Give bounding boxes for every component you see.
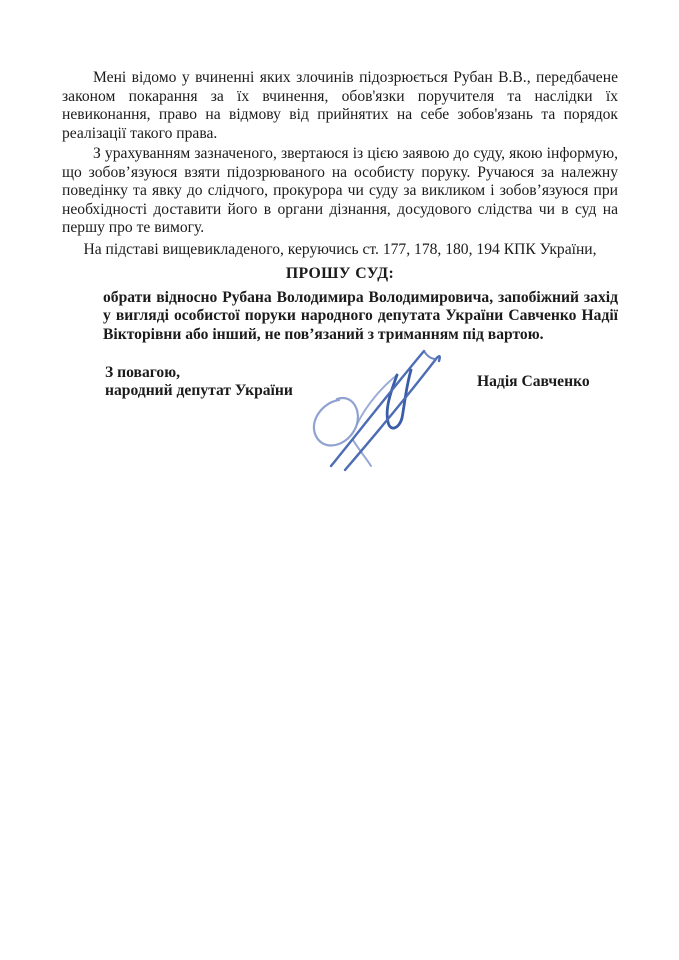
legal-basis-line: На підставі вищевикладеного, керуючись ст. 177, 178, 180, 194 КПК України, [83, 240, 597, 258]
signer-name: Надія Савченко [477, 373, 590, 390]
paragraph-awareness-of-charges: Мені відомо у вчиненні яких злочинів підозрюється Рубан В.В., передбачене законом покарання за їх вчинення, обов'язки поручителя та наслідки їх невиконання, право на відмову від прийнятих на себе зобов'язань та порядок реалізації такого права. [62, 69, 618, 142]
document-content [62, 69, 618, 514]
handwritten-signature-icon [287, 342, 463, 488]
closing-salutation: З повагою, [105, 364, 181, 381]
request-heading: ПРОШУ СУД: [285, 265, 395, 282]
signer-title: народний депутат України [105, 382, 293, 399]
signature-block [62, 364, 618, 514]
paragraph-surety-guarantee: З урахуванням зазначеного, звертаюся із цією заявою до суду, якою інформую, що зобов’язуюся взяти підозрюваного на особисту поруку. Ручаюся за належну поведінку та явку до слідчого, прокурора чи суду за викликом і зобов’язуюся при необхідності доставити його в органи дізнання, досудового слідства чи в суд на першу про те вимогу. [62, 145, 618, 236]
request-body: обрати відносно Рубана Володимира Володимировича, запобіжний захід у вигляді особистої поруки народного депутата України Савченко Надії Вікторівни або інший, не пов’язаний з триманням під вартою. [103, 288, 618, 343]
